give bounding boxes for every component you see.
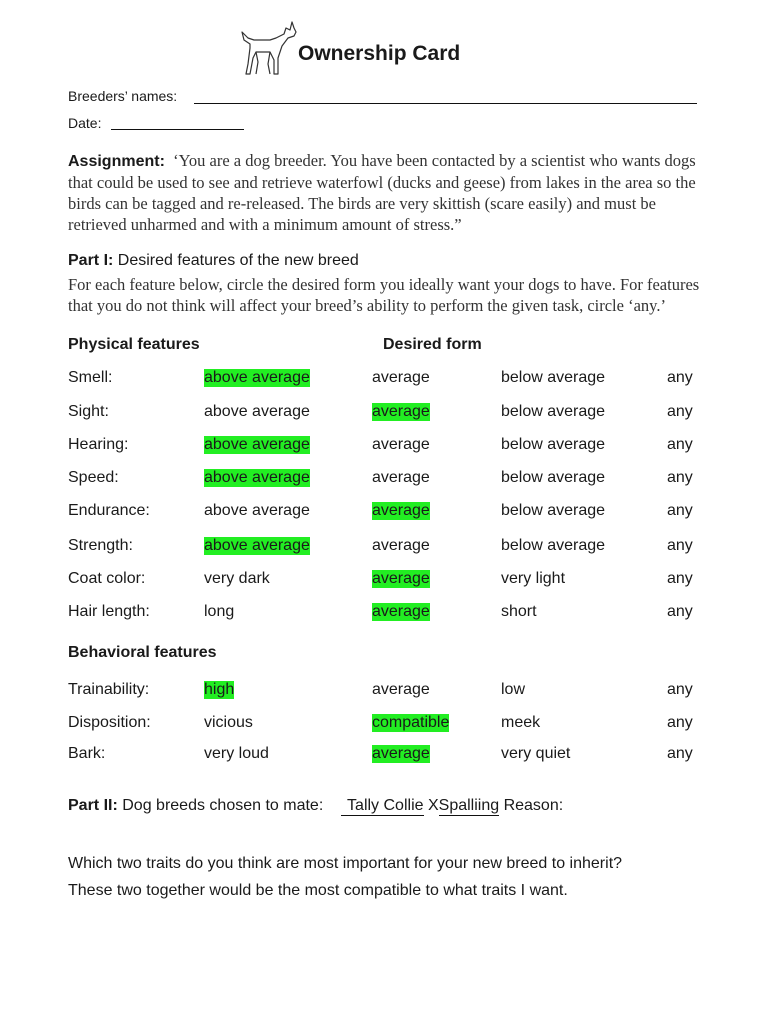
option[interactable]: any [667,537,693,554]
behavioral-features-header: Behavioral features [68,644,217,661]
option[interactable]: meek [501,714,541,731]
breed-1[interactable]: Tally Collie [341,797,423,816]
option[interactable]: average [372,369,430,386]
option[interactable]: below average [501,436,606,453]
option[interactable]: above average [204,403,310,420]
option[interactable]: average [372,681,430,698]
feature-row [0,745,768,769]
feature-row [0,436,768,460]
selected-option[interactable]: average [372,603,430,620]
reason-label: Reason: [503,797,564,814]
feature-name: Hearing: [68,436,129,453]
part2-text: Dog breeds chosen to mate: [122,797,324,814]
option[interactable]: any [667,369,693,386]
feature-name: Trainability: [68,681,150,698]
feature-name: Sight: [68,403,109,420]
option[interactable]: any [667,714,693,731]
option[interactable]: any [667,502,693,519]
feature-name: Disposition: [68,714,151,731]
option[interactable]: low [501,681,526,698]
question-text: Which two traits do you think are most important for your new breed to inherit? [68,855,623,872]
part2-line [68,797,563,816]
page-title: Ownership Card [298,42,461,65]
date-field[interactable] [111,129,244,130]
option[interactable]: any [667,570,693,587]
part1-label: Part I: [68,252,114,269]
selected-option[interactable]: above average [204,469,310,486]
option[interactable]: very quiet [501,745,571,762]
feature-name: Strength: [68,537,133,554]
option[interactable]: any [667,469,693,486]
option[interactable]: any [667,681,693,698]
part1-title: Desired features of the new breed [117,252,359,269]
breeders-names-label: Breeders’ names: [68,88,178,104]
dog-icon [240,18,300,76]
option[interactable]: average [372,469,430,486]
option[interactable]: any [667,603,693,620]
selected-option[interactable]: average [372,570,430,587]
breeders-names-field[interactable] [194,103,697,104]
option[interactable]: average [372,537,430,554]
selected-option[interactable]: above average [204,537,310,554]
option[interactable]: long [204,603,235,620]
option[interactable]: above average [204,502,310,519]
feature-name: Smell: [68,369,113,386]
physical-features-header: Physical features [68,336,200,353]
feature-name: Bark: [68,745,106,762]
selected-option[interactable]: average [372,403,430,420]
feature-row [0,369,768,393]
feature-row [0,714,768,738]
selected-option[interactable]: average [372,745,430,762]
selected-option[interactable]: average [372,502,430,519]
feature-row [0,603,768,627]
feature-row [0,403,768,427]
date-label: Date: [68,115,102,131]
option[interactable]: short [501,603,537,620]
option[interactable]: below average [501,403,606,420]
option[interactable]: vicious [204,714,253,731]
option[interactable]: any [667,745,693,762]
feature-name: Coat color: [68,570,146,587]
option[interactable]: very loud [204,745,269,762]
feature-name: Speed: [68,469,119,486]
option[interactable]: very dark [204,570,270,587]
feature-name: Endurance: [68,502,150,519]
part1-heading [68,252,359,270]
feature-row [0,469,768,493]
option[interactable]: any [667,436,693,453]
option[interactable]: any [667,403,693,420]
feature-row [0,502,768,526]
feature-row [0,537,768,561]
option[interactable]: below average [501,502,606,519]
option[interactable]: below average [501,469,606,486]
feature-row [0,570,768,594]
selected-option[interactable]: above average [204,436,310,453]
selected-option[interactable]: high [204,681,235,698]
question-block [68,850,728,904]
breed-2[interactable]: Spalliing [438,797,500,814]
cross-symbol: X [427,797,439,814]
option[interactable]: very light [501,570,566,587]
assignment [68,150,708,235]
option[interactable]: below average [501,369,606,386]
option[interactable]: below average [501,537,606,554]
feature-row [0,681,768,705]
part2-label: Part II: [68,797,118,814]
selected-option[interactable]: above average [204,369,310,386]
selected-option[interactable]: compatible [372,714,450,731]
feature-name: Hair length: [68,603,150,620]
option[interactable]: average [372,436,430,453]
desired-form-header: Desired form [383,336,482,353]
assignment-label: Assignment: [68,153,165,170]
assignment-text: ‘You are a dog breeder. You have been contacted by a scientist who wants dogs that could be used to see and retrieve waterfowl (ducks and geese) from lakes in the area so the birds can be tagged and re-released. The birds are very skittish (scare easily) and must be retrieved unharmed and with a minimum amount of stress.” [68,151,696,234]
part1-instructions: For each feature below, circle the desired form you ideally want your dogs to have. For features that you do not think will affect your breed’s ability to perform the given task, circle ‘any.’ [68,275,700,315]
answer-text[interactable]: These two together would be the most compatible to what traits I want. [68,882,568,899]
